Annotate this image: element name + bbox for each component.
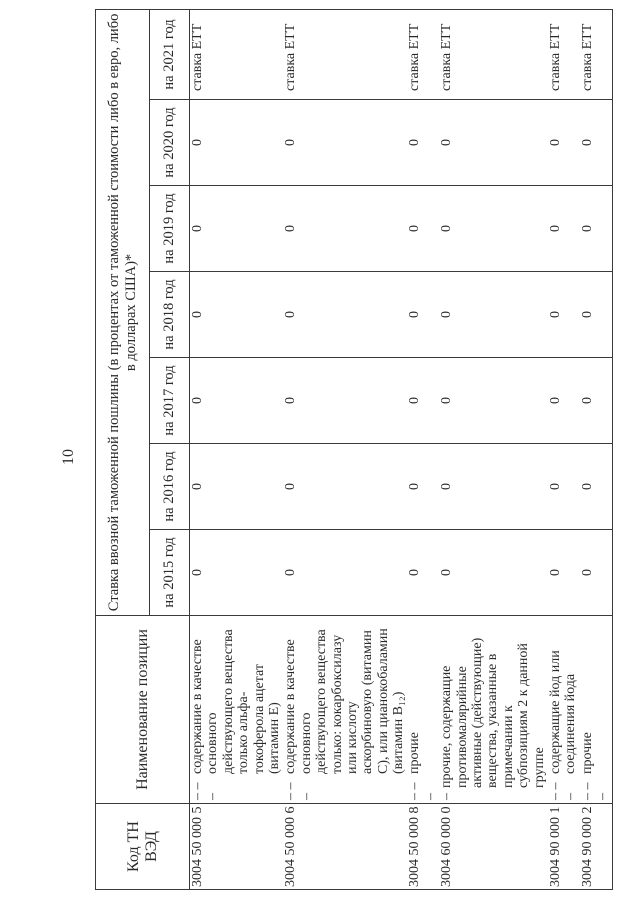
- rate-2019: 0: [283, 186, 407, 272]
- rate-2018: 0: [283, 272, 407, 358]
- rate-2015: 0: [407, 530, 439, 616]
- rate-2016: 0: [407, 444, 439, 530]
- rate-2018: 0: [439, 272, 548, 358]
- row-dash: – – –: [283, 782, 314, 800]
- rate-2021: ставка ЕТТ: [439, 9, 548, 99]
- page-number: 10: [60, 449, 77, 465]
- rate-2019: 0: [548, 186, 580, 272]
- row-code: 3004 90 000 2: [580, 804, 612, 890]
- header-rate-group: Ставка ввозной таможенной пошлины (в процентах от таможенной стоимости либо в евро, либо в долларах США)*: [96, 9, 150, 615]
- row-name: [580, 616, 612, 804]
- row-dash: – – –: [190, 782, 221, 800]
- rate-2017: 0: [190, 358, 284, 444]
- row-name: [283, 616, 407, 804]
- header-year-2016: на 2016 год: [150, 444, 190, 530]
- rate-2016: 0: [548, 444, 580, 530]
- rate-2021: ставка ЕТТ: [580, 9, 612, 99]
- header-code: Код ТН ВЭД: [96, 804, 190, 890]
- rate-2018: 0: [190, 272, 284, 358]
- row-code: 3004 60 000 0: [439, 804, 548, 890]
- row-name-text: прочие, содержащие противомалярийные активные (действующие) вещества, указанные в примечании к субпозициям 2 к данной группе: [439, 637, 547, 788]
- rate-2015: 0: [283, 530, 407, 616]
- header-year-2015: на 2015 год: [150, 530, 190, 616]
- rate-2021: ставка ЕТТ: [283, 9, 407, 99]
- row-name: [439, 616, 548, 804]
- rate-2021: ставка ЕТТ: [548, 9, 580, 99]
- table-row: [439, 9, 548, 889]
- rate-2017: 0: [580, 358, 612, 444]
- table-row: [190, 9, 284, 889]
- header-year-2018: на 2018 год: [150, 272, 190, 358]
- row-name-text: содержащие йод или соединения йода: [547, 650, 579, 774]
- rate-2019: 0: [580, 186, 612, 272]
- header-year-2021: на 2021 год: [150, 9, 190, 99]
- row-dash: –: [439, 793, 455, 800]
- table-row: [548, 9, 580, 889]
- rate-2017: 0: [548, 358, 580, 444]
- row-name: [190, 616, 284, 804]
- row-name: [407, 616, 439, 804]
- tariff-table-rotated: [95, 10, 635, 890]
- row-dash: – – –: [407, 782, 438, 800]
- row-name-text: содержание в качестве основного действующего вещества только: кокарбоксилазу или кислоту аскорбиновую (витамин С), или цианокобаламин (витамин B₁₂): [283, 628, 407, 774]
- table-row: [580, 9, 612, 889]
- rate-2018: 0: [580, 272, 612, 358]
- row-dash: – – –: [579, 782, 611, 800]
- rate-2017: 0: [439, 358, 548, 444]
- rate-2016: 0: [580, 444, 612, 530]
- rate-2020: 0: [439, 100, 548, 186]
- rate-2020: 0: [407, 100, 439, 186]
- rate-2021: ставка ЕТТ: [407, 9, 439, 99]
- rate-2019: 0: [190, 186, 284, 272]
- row-dash: – – –: [547, 782, 579, 800]
- rate-2015: 0: [580, 530, 612, 616]
- header-name: Наименование позиции: [96, 616, 190, 804]
- rate-2018: 0: [407, 272, 439, 358]
- rate-2016: 0: [190, 444, 284, 530]
- rate-2020: 0: [283, 100, 407, 186]
- table-row: [407, 9, 439, 889]
- rate-2017: 0: [283, 358, 407, 444]
- rate-2019: 0: [439, 186, 548, 272]
- rate-2020: 0: [190, 100, 284, 186]
- rate-2020: 0: [548, 100, 580, 186]
- rate-2017: 0: [407, 358, 439, 444]
- rate-2019: 0: [407, 186, 439, 272]
- rate-2021: ставка ЕТТ: [190, 9, 284, 99]
- tariff-table: [95, 9, 613, 890]
- rate-2015: 0: [190, 530, 284, 616]
- row-code: 3004 90 000 1: [548, 804, 580, 890]
- row-code: 3004 50 000 8: [407, 804, 439, 890]
- header-year-2020: на 2020 год: [150, 100, 190, 186]
- row-name-text: содержание в качестве основного действующего вещества только альфа-токоферола ацетат (витамин Е): [190, 629, 282, 774]
- row-name-text: прочие: [407, 732, 423, 774]
- row-name-text: прочие: [579, 732, 595, 774]
- header-year-2017: на 2017 год: [150, 358, 190, 444]
- rate-2015: 0: [548, 530, 580, 616]
- header-year-2019: на 2019 год: [150, 186, 190, 272]
- row-code: 3004 50 000 5: [190, 804, 284, 890]
- rate-2020: 0: [580, 100, 612, 186]
- rate-2015: 0: [439, 530, 548, 616]
- table-row: [283, 9, 407, 889]
- rate-2018: 0: [548, 272, 580, 358]
- rate-2016: 0: [439, 444, 548, 530]
- row-name: [548, 616, 580, 804]
- row-code: 3004 50 000 6: [283, 804, 407, 890]
- rate-2016: 0: [283, 444, 407, 530]
